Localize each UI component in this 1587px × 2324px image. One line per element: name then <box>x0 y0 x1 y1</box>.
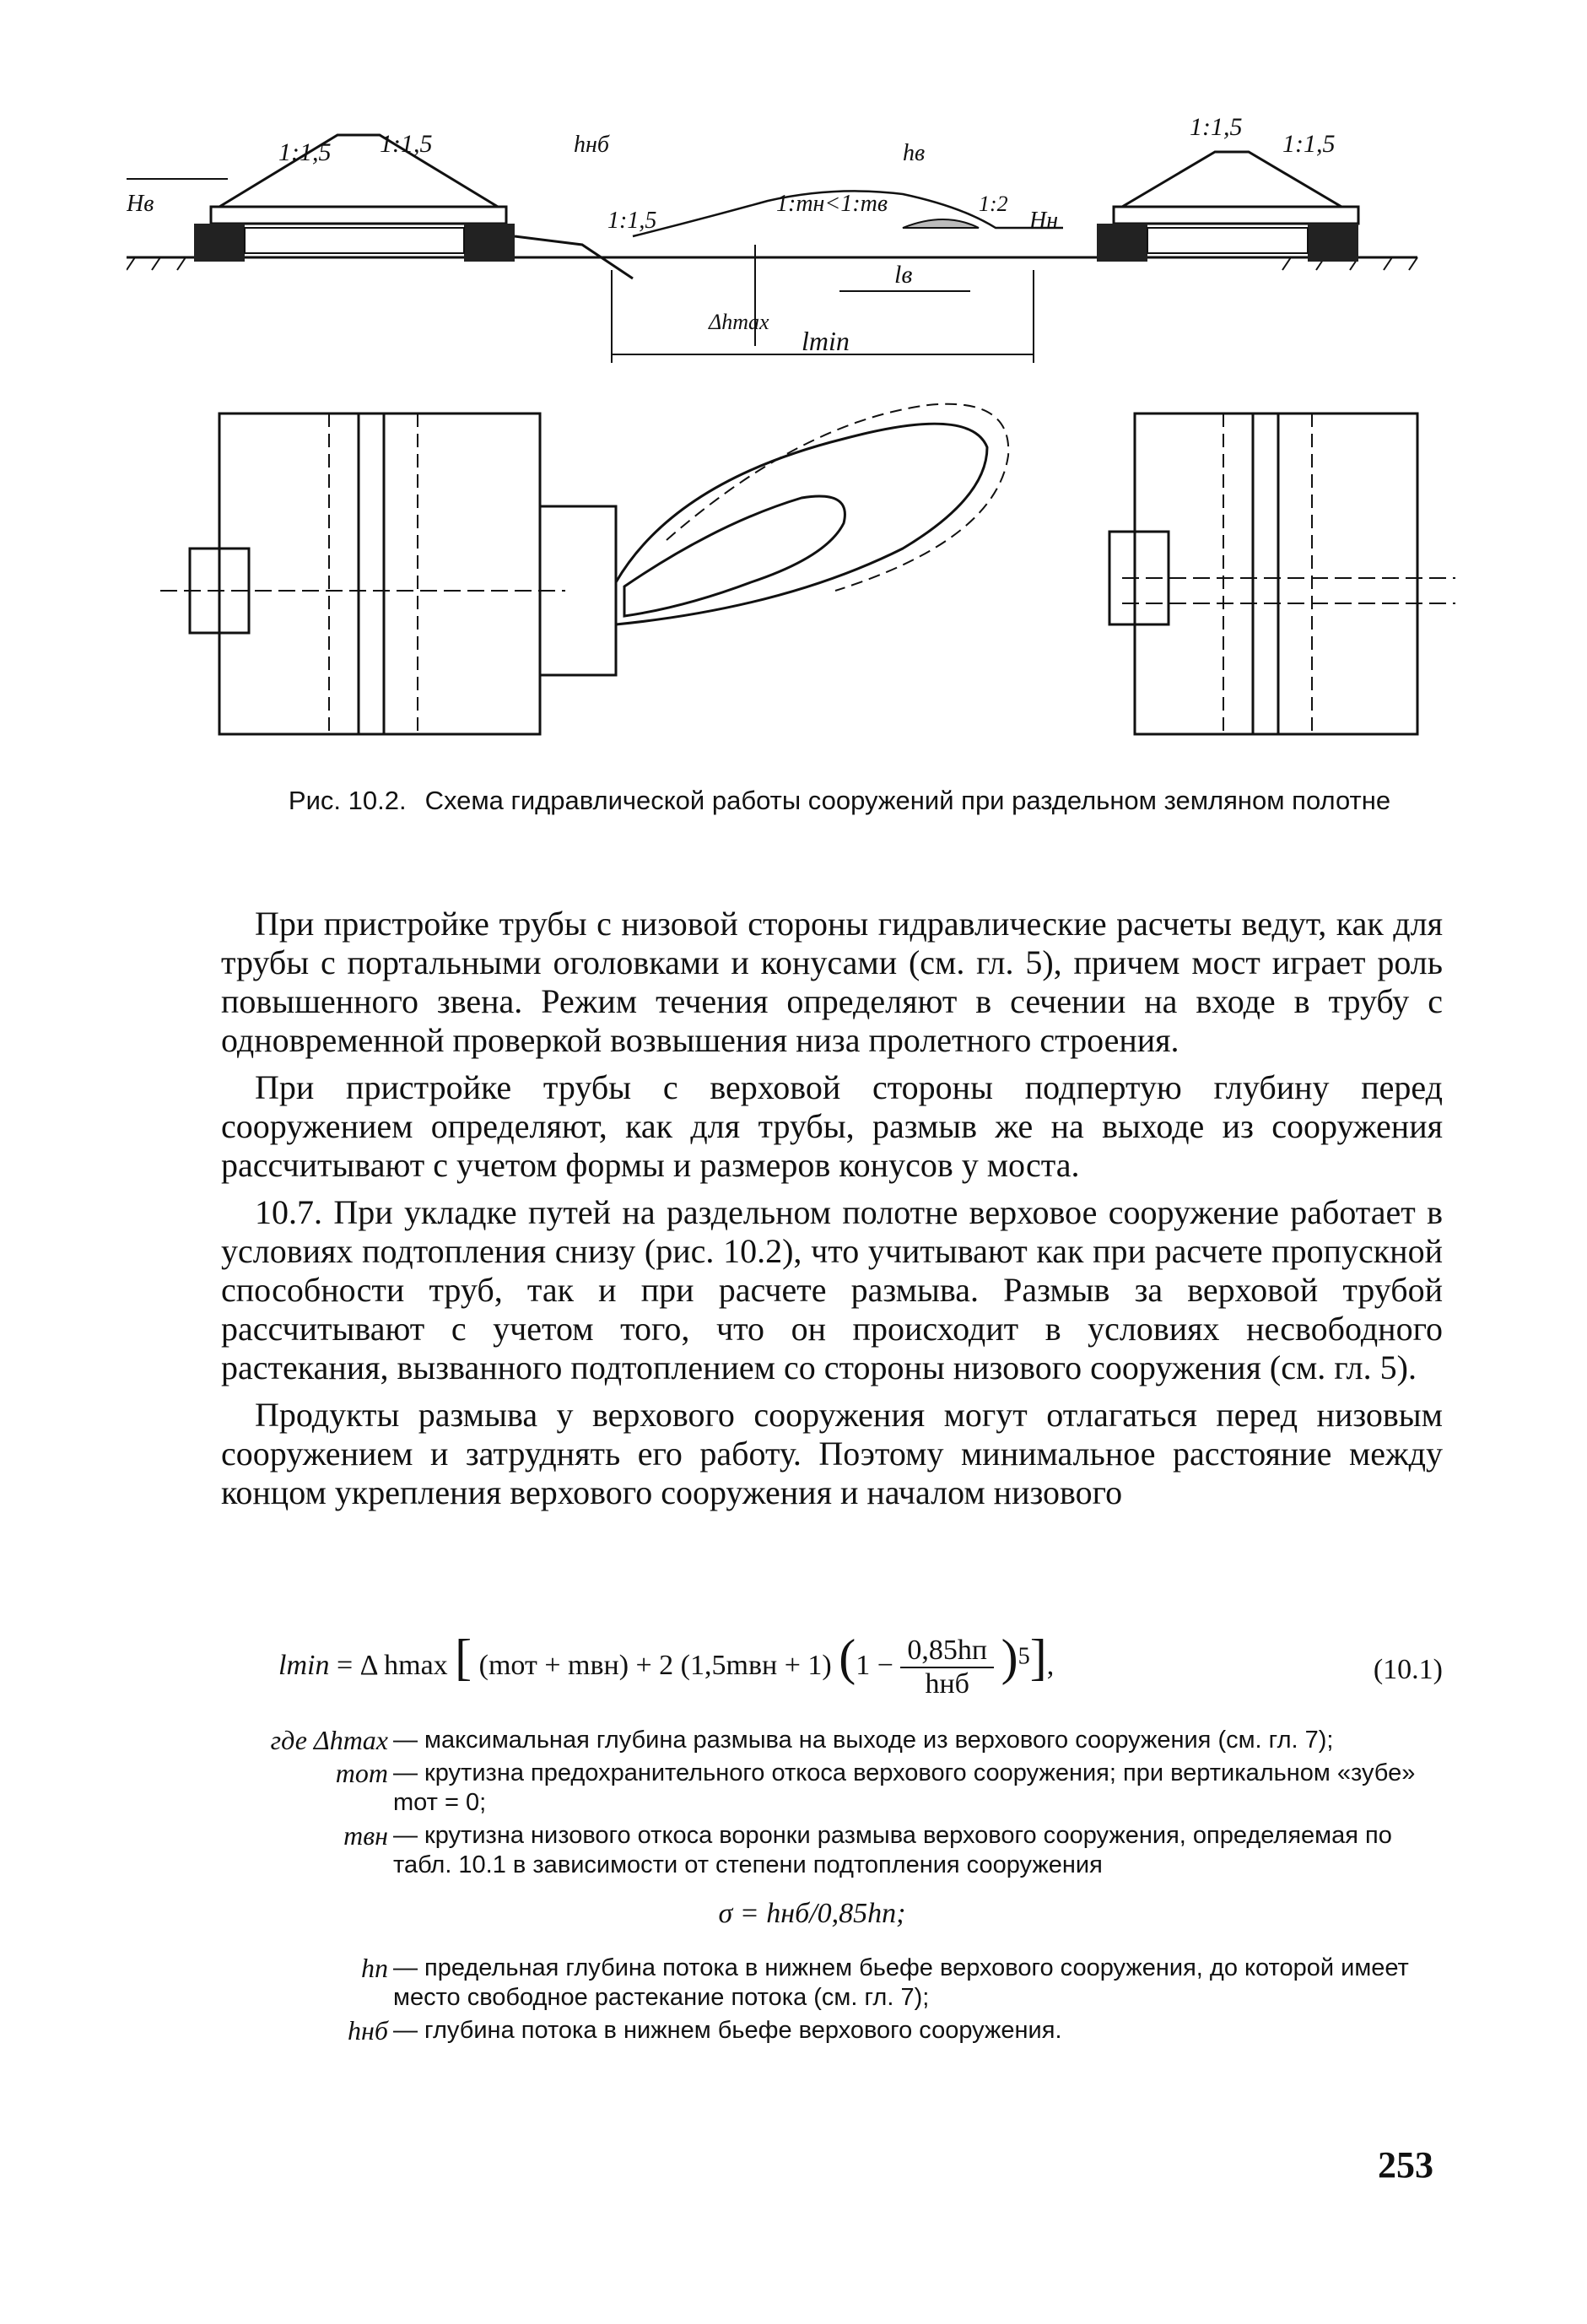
paragraph-1: При пристройке трубы с низовой стороны гидравлические расчеты ведут, как для трубы с портальными оголовками и конусами (см. гл. 5), причем мост играет роль повышенного звена. Режим течения определяют в сечении на входе в трубу с одновременной проверкой возвышения низа пролетного строения. <box>221 905 1443 1059</box>
sigma-formula: σ = hнб/0,85hп; <box>718 1898 906 1929</box>
definition-symbol: mот <box>335 1758 388 1788</box>
deposit-mound <box>903 219 979 228</box>
label-slope-right-1: 1:1,5 <box>1190 113 1243 141</box>
definition-row <box>177 1726 1447 1755</box>
label-h-v: Hв <box>127 191 154 217</box>
definition-symbol: mвн <box>343 1820 388 1851</box>
plan-view <box>160 404 1455 734</box>
left-footing-1 <box>194 224 245 262</box>
label-h-n: Hн <box>1029 208 1059 234</box>
formula-lhs: lmin <box>278 1650 330 1681</box>
definition-row <box>177 1759 1447 1818</box>
hydraulic-scheme-diagram <box>127 101 1460 785</box>
left-plan-outline <box>219 413 540 734</box>
label-slope-left-2: 1:1,5 <box>380 130 433 158</box>
definition-row <box>177 1954 1447 2013</box>
right-foundation <box>1147 228 1308 253</box>
formula-expression: lmin = Δ hmax [ (mот + mвн) + 2 (1,5mвн + 1) (1 − 0,85hп hнб )$^5$], <box>278 1630 1055 1700</box>
label-dh-max: Δhmax <box>709 310 769 334</box>
definition-symbol: hнб <box>348 2015 388 2046</box>
definition-text: — глубина потока в нижнем бьефе верхового сооружения. <box>393 2017 1062 2044</box>
page-number: 253 <box>1378 2144 1433 2186</box>
definition-symbol: где Δhmax <box>270 1725 388 1755</box>
definition-text: — крутизна предохранительного откоса верхового сооружения; при вертикальном «зубе» mот = 0; <box>393 1759 1416 1816</box>
formula-10-1 <box>278 1620 1443 1705</box>
right-culvert <box>1114 207 1358 224</box>
paragraph-4: Продукты размыва у верхового сооружения могут отлагаться перед низовым сооружением и затруднять его работу. Поэтому минимальное расстояние между концом укрепления верхового сооружения и началом низового <box>221 1396 1443 1511</box>
label-h-nb: hнб <box>574 132 609 158</box>
left-embankment <box>219 135 498 207</box>
formula-power: 5 <box>1018 1643 1030 1670</box>
label-h-v2: hв <box>903 140 926 166</box>
definition-row <box>177 2016 1447 2046</box>
scour-plume-outer <box>616 424 987 624</box>
figure-caption <box>224 785 1455 817</box>
paragraph-2: При пристройке трубы с верховой стороны подпертую глубину перед сооружением определяют, как для трубы, размыв же на выходе из сооружения рассчитывают с учетом формы и размеров конусов у моста. <box>221 1068 1443 1184</box>
formula-rhs-a: = Δ hmax <box>336 1650 448 1681</box>
scour-plume-dashed <box>667 404 1008 591</box>
caption-text: Схема гидравлической работы сооружений при раздельном земляном полотне <box>424 786 1391 815</box>
definition-symbol: hп <box>361 1953 388 1983</box>
right-footing-2 <box>1308 224 1358 262</box>
label-small-slope: 1:2 <box>979 192 1008 216</box>
profile-view <box>127 113 1417 363</box>
left-foundation <box>245 228 464 253</box>
formula-frac-num: 0,85hп <box>900 1635 994 1668</box>
definition-row <box>177 1821 1447 1880</box>
left-culvert <box>211 207 506 224</box>
definition-text: — крутизна низового откоса воронки размыва верхового сооружения, определяемая по табл. 10.1 в зависимости от степени подтопления сооружения <box>393 1822 1392 1878</box>
label-slope-left-1: 1:1,5 <box>278 138 332 166</box>
definition-text: — предельная глубина потока в нижнем бьефе верхового сооружения, до которой имеет место свободное растекание потока (см. гл. 7); <box>393 1954 1409 2011</box>
scour-plume-inner <box>624 496 845 616</box>
ground-hatch <box>127 257 1417 270</box>
definitions <box>177 1726 1447 2049</box>
label-m: 1:mн<1:mв <box>776 191 888 217</box>
formula-term1: (mот + mвн) + 2 (1,5mвн + 1) <box>478 1650 832 1681</box>
body-text <box>221 905 1443 1521</box>
figure-10-2 <box>127 101 1460 785</box>
definition-text: — максимальная глубина размыва на выходе из верхового сооружения (см. гл. 7); <box>393 1727 1334 1754</box>
paragraph-3: 10.7. При укладке путей на раздельном полотне верховое сооружение работает в условиях подтопления снизу (рис. 10.2), что учитывают как при расчете пропускной способности труб, так и при расчете размыва. Размыв за верховой трубой рассчитывают с учетом того, что он происходит в условиях несвободного растекания, вызванного подтоплением со стороны низового сооружения (см. гл. 5). <box>221 1193 1443 1386</box>
formula-number: (10.1) <box>1373 1654 1443 1685</box>
right-embankment <box>1122 152 1341 207</box>
right-footing-1 <box>1097 224 1147 262</box>
right-plan-outline <box>1135 413 1417 734</box>
label-slope-mid: 1:1,5 <box>607 208 657 234</box>
left-footing-2 <box>464 224 515 262</box>
formula-frac-den: hнб <box>925 1668 969 1700</box>
label-l-min: lmin <box>802 326 850 356</box>
label-slope-right-2: 1:1,5 <box>1282 130 1336 158</box>
label-l-v: lв <box>894 261 913 289</box>
caption-number: Рис. 10.2. <box>288 786 407 815</box>
